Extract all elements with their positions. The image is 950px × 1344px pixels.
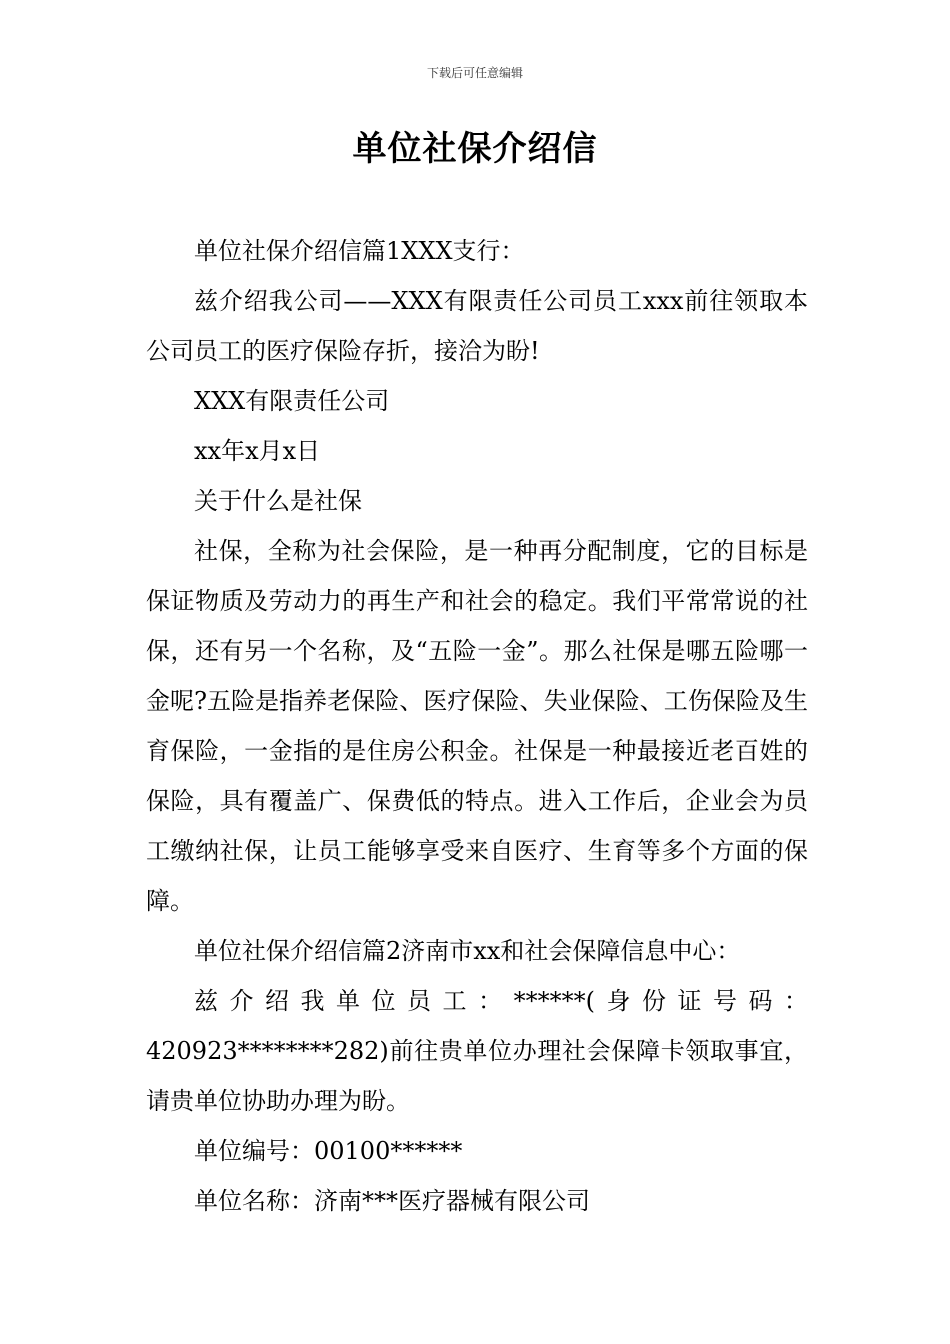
document-title: 单位社保介绍信 (352, 129, 598, 169)
paragraph-unit-name: 单位名称：济南***医疗器械有限公司 (194, 1187, 590, 1215)
header-note: 下载后可任意编辑 (426, 66, 523, 80)
paragraph-unit-number: 单位编号：00100****** (194, 1137, 463, 1165)
paragraph-section-heading: 关于什么是社保 (194, 487, 362, 515)
paragraph-letter-2-heading: 单位社保介绍信篇2济南市xx和社会保障信息中心： (194, 937, 741, 965)
paragraph-signature-company: XXX有限责任公司 (194, 387, 390, 415)
document-body (146, 226, 808, 1226)
paragraph-letter-1-heading: 单位社保介绍信篇1XXX支行： (194, 237, 525, 265)
paragraph-social-security-explanation: 社保，全称为社会保险，是一种再分配制度，它的目标是保证物质及劳动力的再生产和社会的稳定。我们平常常说的社保，还有另一个名称，及“五险一金”。那么社保是哪五险哪一金呢?五险是指养老保险、医疗保险、失业保险、工伤保险及生育保险，一金指的是住房公积金。社保是一种最接近老百姓的保险，具有覆盖广、保费低的特点。进入工作后，企业会为员工缴纳社保，让员工能够享受来自医疗、生育等多个方面的保障。 (146, 537, 808, 915)
paragraph-letter-1-body: 兹介绍我公司——XXX有限责任公司员工xxx前往领取本公司员工的医疗保险存折，接洽为盼! (146, 287, 808, 365)
paragraph-letter-2-body: 兹介绍我单位员工：******(身份证号码：420923********282)前往贵单位办理社会保障卡领取事宜，请贵单位协助办理为盼。 (146, 987, 808, 1115)
paragraph-signature-date: xx年x月x日 (194, 437, 321, 465)
